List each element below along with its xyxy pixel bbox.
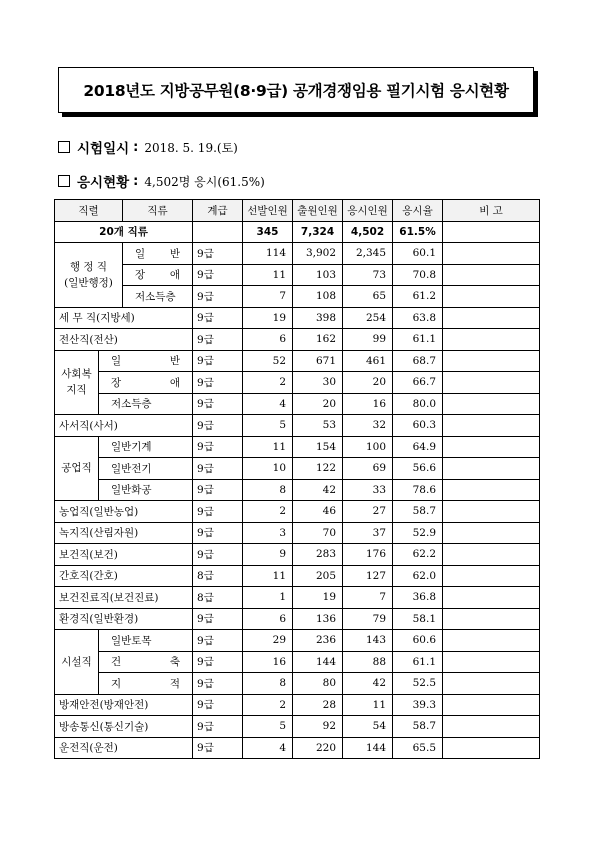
sub-category-cell: 일반화공 bbox=[99, 479, 193, 501]
job-cell: 녹지직(산림자원) bbox=[55, 522, 193, 544]
grade-cell: 9급 bbox=[193, 501, 243, 523]
exam-date-line bbox=[58, 137, 238, 157]
header-grade: 계급 bbox=[193, 200, 243, 222]
selected-cell: 6 bbox=[243, 329, 293, 351]
applied-cell: 28 bbox=[293, 694, 343, 716]
applied-cell: 19 bbox=[293, 587, 343, 609]
table-row bbox=[55, 243, 540, 265]
rate-cell: 62.2 bbox=[393, 544, 443, 566]
group-label: 시설직 bbox=[55, 630, 99, 695]
total-label: 20개 직류 bbox=[55, 221, 193, 243]
header-job: 직렬 bbox=[55, 200, 123, 222]
rate-cell: 39.3 bbox=[393, 694, 443, 716]
selected-cell: 9 bbox=[243, 544, 293, 566]
selected-cell: 8 bbox=[243, 673, 293, 695]
sub-category-cell: 장 애 bbox=[99, 372, 193, 394]
note-cell bbox=[443, 651, 540, 673]
attended-cell: 143 bbox=[343, 630, 393, 652]
applied-cell: 108 bbox=[293, 286, 343, 308]
selected-cell: 16 bbox=[243, 651, 293, 673]
header-selected: 선발인원 bbox=[243, 200, 293, 222]
table-row bbox=[55, 587, 540, 609]
total-row bbox=[55, 221, 540, 243]
applied-cell: 205 bbox=[293, 565, 343, 587]
total-applied: 7,324 bbox=[293, 221, 343, 243]
note-cell bbox=[443, 501, 540, 523]
rate-cell: 60.1 bbox=[393, 243, 443, 265]
selected-cell: 3 bbox=[243, 522, 293, 544]
total-attended: 4,502 bbox=[343, 221, 393, 243]
note-cell bbox=[443, 329, 540, 351]
table-row bbox=[55, 479, 540, 501]
job-cell: 방송통신(통신기술) bbox=[55, 716, 193, 738]
applied-cell: 671 bbox=[293, 350, 343, 372]
table-row bbox=[55, 501, 540, 523]
note-cell bbox=[443, 694, 540, 716]
grade-cell: 9급 bbox=[193, 737, 243, 759]
sub-category-cell: 일반전기 bbox=[99, 458, 193, 480]
selected-cell: 114 bbox=[243, 243, 293, 265]
attended-cell: 16 bbox=[343, 393, 393, 415]
grade-cell: 8급 bbox=[193, 565, 243, 587]
selected-cell: 6 bbox=[243, 608, 293, 630]
grade-cell: 9급 bbox=[193, 436, 243, 458]
note-cell bbox=[443, 608, 540, 630]
applied-cell: 92 bbox=[293, 716, 343, 738]
attended-cell: 11 bbox=[343, 694, 393, 716]
applied-cell: 283 bbox=[293, 544, 343, 566]
table-row bbox=[55, 651, 540, 673]
rate-cell: 78.6 bbox=[393, 479, 443, 501]
attended-cell: 69 bbox=[343, 458, 393, 480]
rate-cell: 52.5 bbox=[393, 673, 443, 695]
grade-cell: 9급 bbox=[193, 544, 243, 566]
selected-cell: 5 bbox=[243, 716, 293, 738]
rate-cell: 60.6 bbox=[393, 630, 443, 652]
header-applied: 출원인원 bbox=[293, 200, 343, 222]
grade-cell: 9급 bbox=[193, 264, 243, 286]
applied-cell: 46 bbox=[293, 501, 343, 523]
job-cell: 간호직(간호) bbox=[55, 565, 193, 587]
selected-cell: 5 bbox=[243, 415, 293, 437]
rate-cell: 61.2 bbox=[393, 286, 443, 308]
total-note bbox=[443, 221, 540, 243]
attended-cell: 461 bbox=[343, 350, 393, 372]
table-row bbox=[55, 458, 540, 480]
note-cell bbox=[443, 264, 540, 286]
table-header-row bbox=[55, 200, 540, 222]
attended-cell: 20 bbox=[343, 372, 393, 394]
rate-cell: 56.6 bbox=[393, 458, 443, 480]
colon-separator: : bbox=[133, 173, 139, 189]
total-rate: 61.5% bbox=[393, 221, 443, 243]
note-cell bbox=[443, 673, 540, 695]
attended-cell: 79 bbox=[343, 608, 393, 630]
sub-category-cell: 지 적 bbox=[99, 673, 193, 695]
grade-cell: 9급 bbox=[193, 307, 243, 329]
attended-cell: 144 bbox=[343, 737, 393, 759]
table-row bbox=[55, 522, 540, 544]
attendance-line bbox=[58, 171, 265, 191]
header-category: 직류 bbox=[123, 200, 193, 222]
grade-cell: 9급 bbox=[193, 522, 243, 544]
rate-cell: 58.7 bbox=[393, 716, 443, 738]
grade-cell: 9급 bbox=[193, 716, 243, 738]
sub-category-cell: 일 반 bbox=[123, 243, 193, 265]
job-cell: 농업직(일반농업) bbox=[55, 501, 193, 523]
selected-cell: 11 bbox=[243, 436, 293, 458]
table-row bbox=[55, 307, 540, 329]
header-note: 비 고 bbox=[443, 200, 540, 222]
total-selected: 345 bbox=[243, 221, 293, 243]
group-label: 공업직 bbox=[55, 436, 99, 501]
table-row bbox=[55, 286, 540, 308]
grade-cell: 9급 bbox=[193, 329, 243, 351]
applied-cell: 154 bbox=[293, 436, 343, 458]
attended-cell: 42 bbox=[343, 673, 393, 695]
sub-category-cell: 일 반 bbox=[99, 350, 193, 372]
applied-cell: 136 bbox=[293, 608, 343, 630]
grade-cell: 9급 bbox=[193, 608, 243, 630]
grade-cell: 9급 bbox=[193, 286, 243, 308]
note-cell bbox=[443, 522, 540, 544]
rate-cell: 58.1 bbox=[393, 608, 443, 630]
note-cell bbox=[443, 630, 540, 652]
table-row bbox=[55, 630, 540, 652]
selected-cell: 29 bbox=[243, 630, 293, 652]
grade-cell: 9급 bbox=[193, 415, 243, 437]
applied-cell: 162 bbox=[293, 329, 343, 351]
note-cell bbox=[443, 307, 540, 329]
grade-cell: 9급 bbox=[193, 350, 243, 372]
rate-cell: 36.8 bbox=[393, 587, 443, 609]
table-row bbox=[55, 393, 540, 415]
applied-cell: 30 bbox=[293, 372, 343, 394]
attended-cell: 100 bbox=[343, 436, 393, 458]
exam-date-label: 시험일시 bbox=[77, 141, 130, 157]
applied-cell: 80 bbox=[293, 673, 343, 695]
attended-cell: 7 bbox=[343, 587, 393, 609]
job-cell: 세 무 직(지방세) bbox=[55, 307, 193, 329]
table-row bbox=[55, 350, 540, 372]
selected-cell: 11 bbox=[243, 565, 293, 587]
table-row bbox=[55, 415, 540, 437]
selected-cell: 10 bbox=[243, 458, 293, 480]
table-row bbox=[55, 737, 540, 759]
table-row bbox=[55, 544, 540, 566]
applied-cell: 398 bbox=[293, 307, 343, 329]
document-title-box bbox=[58, 67, 534, 113]
rate-cell: 60.3 bbox=[393, 415, 443, 437]
note-cell bbox=[443, 415, 540, 437]
applied-cell: 3,902 bbox=[293, 243, 343, 265]
attended-cell: 73 bbox=[343, 264, 393, 286]
table-row bbox=[55, 565, 540, 587]
grade-cell: 9급 bbox=[193, 651, 243, 673]
selected-cell: 4 bbox=[243, 393, 293, 415]
job-cell: 전산직(전산) bbox=[55, 329, 193, 351]
checkbox-icon bbox=[58, 175, 70, 187]
selected-cell: 8 bbox=[243, 479, 293, 501]
applied-cell: 42 bbox=[293, 479, 343, 501]
selected-cell: 19 bbox=[243, 307, 293, 329]
grade-cell: 9급 bbox=[193, 694, 243, 716]
total-grade bbox=[193, 221, 243, 243]
job-cell: 사서직(사서) bbox=[55, 415, 193, 437]
applied-cell: 220 bbox=[293, 737, 343, 759]
selected-cell: 2 bbox=[243, 694, 293, 716]
exam-date-value: 2018. 5. 19.(토) bbox=[144, 140, 238, 155]
header-rate: 응시율 bbox=[393, 200, 443, 222]
attended-cell: 33 bbox=[343, 479, 393, 501]
table-row bbox=[55, 264, 540, 286]
note-cell bbox=[443, 544, 540, 566]
rate-cell: 61.1 bbox=[393, 651, 443, 673]
sub-category-cell: 일반토목 bbox=[99, 630, 193, 652]
applied-cell: 70 bbox=[293, 522, 343, 544]
applied-cell: 144 bbox=[293, 651, 343, 673]
applied-cell: 103 bbox=[293, 264, 343, 286]
rate-cell: 65.5 bbox=[393, 737, 443, 759]
job-cell: 보건직(보건) bbox=[55, 544, 193, 566]
selected-cell: 2 bbox=[243, 501, 293, 523]
table-row bbox=[55, 673, 540, 695]
job-cell: 환경직(일반환경) bbox=[55, 608, 193, 630]
note-cell bbox=[443, 372, 540, 394]
grade-cell: 9급 bbox=[193, 458, 243, 480]
note-cell bbox=[443, 393, 540, 415]
note-cell bbox=[443, 243, 540, 265]
rate-cell: 68.7 bbox=[393, 350, 443, 372]
attended-cell: 254 bbox=[343, 307, 393, 329]
note-cell bbox=[443, 587, 540, 609]
table-row bbox=[55, 436, 540, 458]
job-cell: 보건진료직(보건진료) bbox=[55, 587, 193, 609]
grade-cell: 9급 bbox=[193, 673, 243, 695]
job-cell: 방재안전(방재안전) bbox=[55, 694, 193, 716]
table-row bbox=[55, 608, 540, 630]
grade-cell: 9급 bbox=[193, 243, 243, 265]
table-row bbox=[55, 716, 540, 738]
applied-cell: 20 bbox=[293, 393, 343, 415]
attended-cell: 176 bbox=[343, 544, 393, 566]
selected-cell: 4 bbox=[243, 737, 293, 759]
attended-cell: 32 bbox=[343, 415, 393, 437]
attended-cell: 27 bbox=[343, 501, 393, 523]
rate-cell: 52.9 bbox=[393, 522, 443, 544]
sub-category-cell: 장 애 bbox=[123, 264, 193, 286]
applied-cell: 122 bbox=[293, 458, 343, 480]
job-cell: 운전직(운전) bbox=[55, 737, 193, 759]
grade-cell: 9급 bbox=[193, 393, 243, 415]
selected-cell: 7 bbox=[243, 286, 293, 308]
attended-cell: 99 bbox=[343, 329, 393, 351]
rate-cell: 70.8 bbox=[393, 264, 443, 286]
table-row bbox=[55, 694, 540, 716]
attendance-label: 응시현황 bbox=[77, 175, 130, 191]
attended-cell: 88 bbox=[343, 651, 393, 673]
group-label: 사회복지직 bbox=[55, 350, 99, 415]
selected-cell: 2 bbox=[243, 372, 293, 394]
sub-category-cell: 일반기계 bbox=[99, 436, 193, 458]
table-row bbox=[55, 372, 540, 394]
rate-cell: 58.7 bbox=[393, 501, 443, 523]
attendance-table bbox=[54, 199, 540, 759]
attended-cell: 2,345 bbox=[343, 243, 393, 265]
applied-cell: 53 bbox=[293, 415, 343, 437]
selected-cell: 1 bbox=[243, 587, 293, 609]
rate-cell: 64.9 bbox=[393, 436, 443, 458]
note-cell bbox=[443, 716, 540, 738]
rate-cell: 63.8 bbox=[393, 307, 443, 329]
note-cell bbox=[443, 565, 540, 587]
colon-separator: : bbox=[133, 139, 139, 155]
header-attended: 응시인원 bbox=[343, 200, 393, 222]
sub-category-cell: 저소득층 bbox=[123, 286, 193, 308]
note-cell bbox=[443, 286, 540, 308]
note-cell bbox=[443, 737, 540, 759]
group-label: 행 정 직 (일반행정) bbox=[55, 243, 123, 308]
attended-cell: 37 bbox=[343, 522, 393, 544]
note-cell bbox=[443, 350, 540, 372]
note-cell bbox=[443, 458, 540, 480]
grade-cell: 9급 bbox=[193, 372, 243, 394]
applied-cell: 236 bbox=[293, 630, 343, 652]
document-title: 2018년도 지방공무원(8·9급) 공개경쟁임용 필기시험 응시현황 bbox=[83, 82, 509, 100]
attendance-value: 4,502명 응시(61.5%) bbox=[144, 174, 265, 189]
grade-cell: 9급 bbox=[193, 479, 243, 501]
attended-cell: 127 bbox=[343, 565, 393, 587]
selected-cell: 11 bbox=[243, 264, 293, 286]
checkbox-icon bbox=[58, 141, 70, 153]
rate-cell: 80.0 bbox=[393, 393, 443, 415]
selected-cell: 52 bbox=[243, 350, 293, 372]
note-cell bbox=[443, 436, 540, 458]
grade-cell: 9급 bbox=[193, 630, 243, 652]
attended-cell: 65 bbox=[343, 286, 393, 308]
rate-cell: 66.7 bbox=[393, 372, 443, 394]
sub-category-cell: 건 축 bbox=[99, 651, 193, 673]
rate-cell: 62.0 bbox=[393, 565, 443, 587]
grade-cell: 8급 bbox=[193, 587, 243, 609]
sub-category-cell: 저소득층 bbox=[99, 393, 193, 415]
table-row bbox=[55, 329, 540, 351]
attended-cell: 54 bbox=[343, 716, 393, 738]
note-cell bbox=[443, 479, 540, 501]
rate-cell: 61.1 bbox=[393, 329, 443, 351]
